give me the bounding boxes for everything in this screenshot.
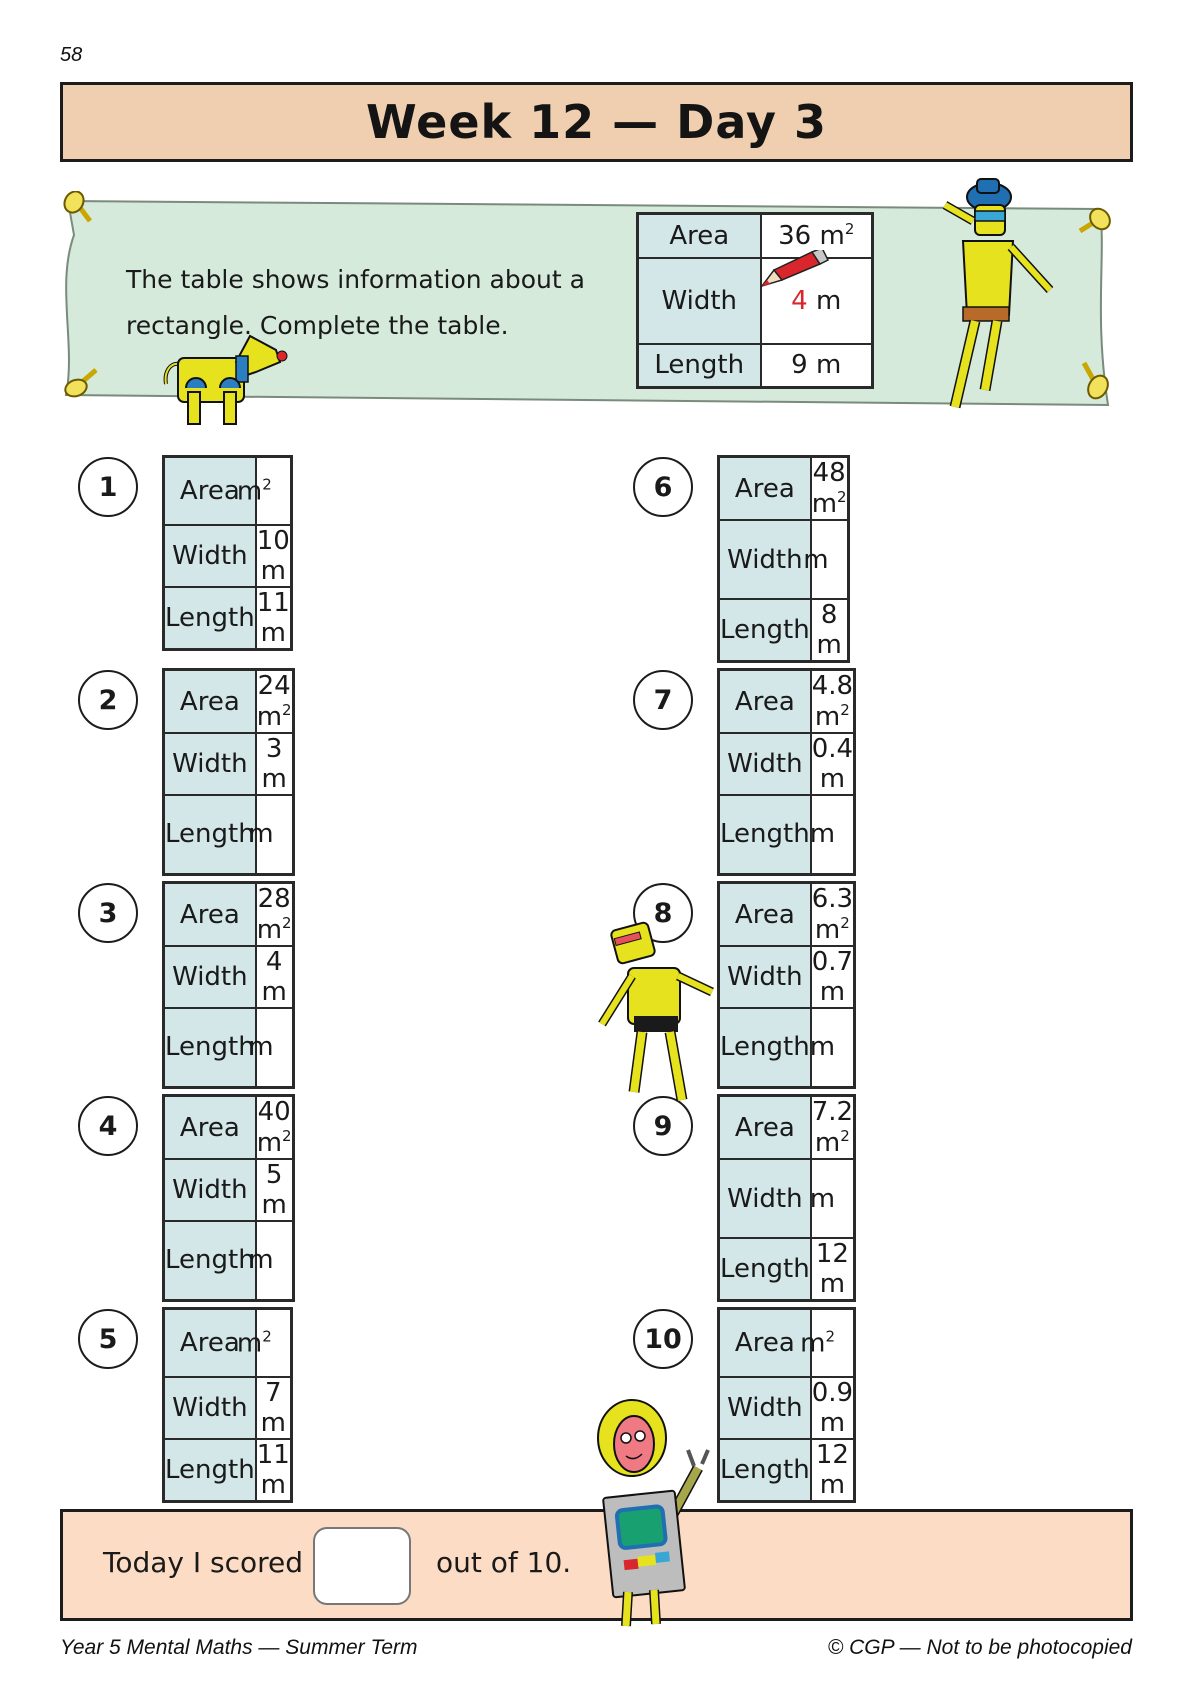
- row-label: Area: [164, 1096, 256, 1160]
- area-table: [717, 455, 850, 663]
- area-table: [162, 455, 293, 651]
- row-value: 4 m: [256, 946, 293, 1008]
- row-label: Length: [164, 587, 256, 650]
- row-label: Area: [719, 1096, 811, 1160]
- table-row: [719, 457, 849, 521]
- row-label: Area: [164, 883, 256, 947]
- answer-input[interactable]: $m^2$: [256, 457, 292, 525]
- row-label: Area: [164, 1309, 256, 1377]
- answer-input[interactable]: m: [811, 1008, 855, 1087]
- answer-input[interactable]: m: [811, 795, 855, 874]
- score-label-before: Today I scored: [103, 1546, 304, 1579]
- robot-dog-illustration: [156, 332, 296, 427]
- instructions-text: The table shows information about a rectangle. Complete the table.: [126, 265, 585, 340]
- row-value: 24 $m^2$: [256, 671, 292, 732]
- row-label: Width: [719, 1377, 811, 1439]
- row-label: Length: [719, 1238, 811, 1301]
- table-row: [164, 587, 292, 650]
- table-row: [719, 1377, 855, 1439]
- row-value: 5 m: [256, 1159, 293, 1221]
- answer-value: 4: [791, 285, 808, 316]
- table-row: [719, 795, 855, 874]
- question-number: 5: [78, 1309, 138, 1369]
- table-row: [164, 457, 292, 525]
- pin-icon: [1070, 355, 1114, 403]
- row-value: 11 m: [256, 587, 290, 648]
- footer-book-title: Year 5 Mental Maths — Summer Term: [60, 1636, 418, 1659]
- row-label: Width: [719, 733, 811, 795]
- area-table: [162, 881, 295, 1089]
- row-value: 7 m: [256, 1377, 292, 1439]
- table-row: [164, 1309, 292, 1377]
- row-value: 12 m: [811, 1439, 855, 1502]
- row-label: Area: [164, 670, 256, 734]
- table-row: [638, 214, 873, 258]
- row-value: 36 $m^2$: [761, 214, 873, 258]
- table-row: [638, 344, 873, 388]
- area-table: [717, 668, 856, 876]
- table-row: [719, 599, 849, 662]
- answer-input[interactable]: m: [256, 795, 293, 874]
- question-number: 10: [633, 1309, 693, 1369]
- table-row: [164, 1377, 292, 1439]
- table-row: [164, 1221, 294, 1300]
- answer-input[interactable]: m: [811, 520, 848, 599]
- row-value: 0.7 m: [811, 947, 854, 1007]
- pin-icon: [62, 360, 106, 400]
- table-row: [164, 1159, 294, 1221]
- table-row: [164, 670, 294, 734]
- row-label: Width: [719, 1159, 811, 1238]
- table-row: [164, 946, 294, 1008]
- question-number: 4: [78, 1096, 138, 1156]
- row-label: Width: [719, 946, 811, 1008]
- row-label: Area: [719, 1309, 811, 1377]
- table-row: [719, 1159, 855, 1238]
- area-table: [162, 668, 295, 876]
- table-row: [719, 1238, 855, 1301]
- row-value: 4 m: [761, 258, 873, 344]
- table-row: [164, 733, 294, 795]
- row-label: Length: [164, 795, 256, 874]
- title-bar: [60, 82, 1133, 162]
- row-value: 8 m: [811, 599, 848, 662]
- row-label: Area: [719, 883, 811, 947]
- question-number: 7: [633, 670, 693, 730]
- row-label: Area: [638, 214, 761, 258]
- row-value: 9 m: [761, 344, 873, 388]
- question-number: 3: [78, 883, 138, 943]
- row-label: Width: [164, 525, 256, 587]
- table-row: [719, 670, 855, 734]
- table-row: [719, 1439, 855, 1502]
- row-value: 12 m: [811, 1238, 855, 1301]
- row-label: Area: [719, 457, 811, 521]
- row-value: 10 m: [256, 525, 290, 586]
- table-row: [164, 1008, 294, 1087]
- table-row: [164, 883, 294, 947]
- question-number: 1: [78, 457, 138, 517]
- row-label: Width: [164, 733, 256, 795]
- area-table: [162, 1094, 295, 1302]
- question-number: 9: [633, 1096, 693, 1156]
- row-label: Length: [719, 795, 811, 874]
- row-value: 48 $m^2$: [811, 458, 847, 519]
- answer-input[interactable]: m: [811, 1159, 855, 1238]
- row-label: Width: [719, 520, 811, 599]
- row-label: Length: [164, 1008, 256, 1087]
- row-label: Length: [164, 1221, 256, 1300]
- row-value: 6.3 $m^2$: [811, 884, 854, 945]
- row-label: Width: [164, 1159, 256, 1221]
- row-value: 4.8 $m^2$: [811, 671, 854, 732]
- example-table: [636, 212, 874, 389]
- table-row: [719, 1309, 855, 1377]
- table-row: [164, 795, 294, 874]
- row-label: Area: [164, 457, 256, 525]
- pin-icon: [1070, 205, 1114, 245]
- row-label: Length: [719, 1008, 811, 1087]
- table-row: [638, 258, 873, 344]
- row-value: 11 m: [256, 1439, 290, 1500]
- score-label-after: out of 10.: [436, 1546, 572, 1579]
- robot-with-hat-illustration: [915, 175, 1075, 415]
- row-value: 3 m: [256, 733, 293, 795]
- girl-robot-illustration: [580, 1398, 720, 1638]
- row-value: 40 $m^2$: [256, 1097, 292, 1158]
- row-label: Length: [719, 599, 811, 662]
- answer-input[interactable]: $m^2$: [811, 1309, 855, 1377]
- area-table: [717, 1307, 856, 1503]
- row-value: 28 $m^2$: [256, 884, 292, 945]
- example-banner: [60, 195, 1170, 415]
- pin-icon: [62, 191, 102, 231]
- table-row: [719, 733, 855, 795]
- table-row: [719, 520, 849, 599]
- row-label: Area: [719, 670, 811, 734]
- row-label: Length: [719, 1439, 811, 1502]
- table-row: [164, 1439, 292, 1502]
- area-table: [162, 1307, 293, 1503]
- row-value: 0.4 m: [811, 734, 854, 794]
- row-value: 0.9 m: [811, 1377, 854, 1438]
- question-number: 8: [633, 883, 693, 943]
- row-value: 7.2 $m^2$: [811, 1097, 854, 1158]
- row-label: Width: [164, 1377, 256, 1439]
- question-number: 6: [633, 457, 693, 517]
- footer-copyright: © CGP — Not to be photocopied: [827, 1636, 1132, 1659]
- pencil-icon: [760, 250, 830, 290]
- climbing-robot-illustration: [590, 920, 740, 1110]
- question-number: 2: [78, 670, 138, 730]
- row-label: Length: [638, 344, 761, 388]
- score-input[interactable]: [313, 1527, 411, 1605]
- row-label: Length: [164, 1439, 256, 1502]
- page-title: Week 12 — Day 3: [366, 95, 827, 149]
- answer-input[interactable]: m: [256, 1221, 293, 1300]
- page-number: 58: [60, 44, 83, 66]
- table-row: [164, 1096, 294, 1160]
- answer-input[interactable]: m: [256, 1008, 293, 1087]
- row-label: Width: [164, 946, 256, 1008]
- answer-input[interactable]: $m^2$: [256, 1309, 292, 1377]
- table-row: [164, 525, 292, 587]
- row-label: Width: [638, 258, 761, 344]
- area-table: [717, 1094, 856, 1302]
